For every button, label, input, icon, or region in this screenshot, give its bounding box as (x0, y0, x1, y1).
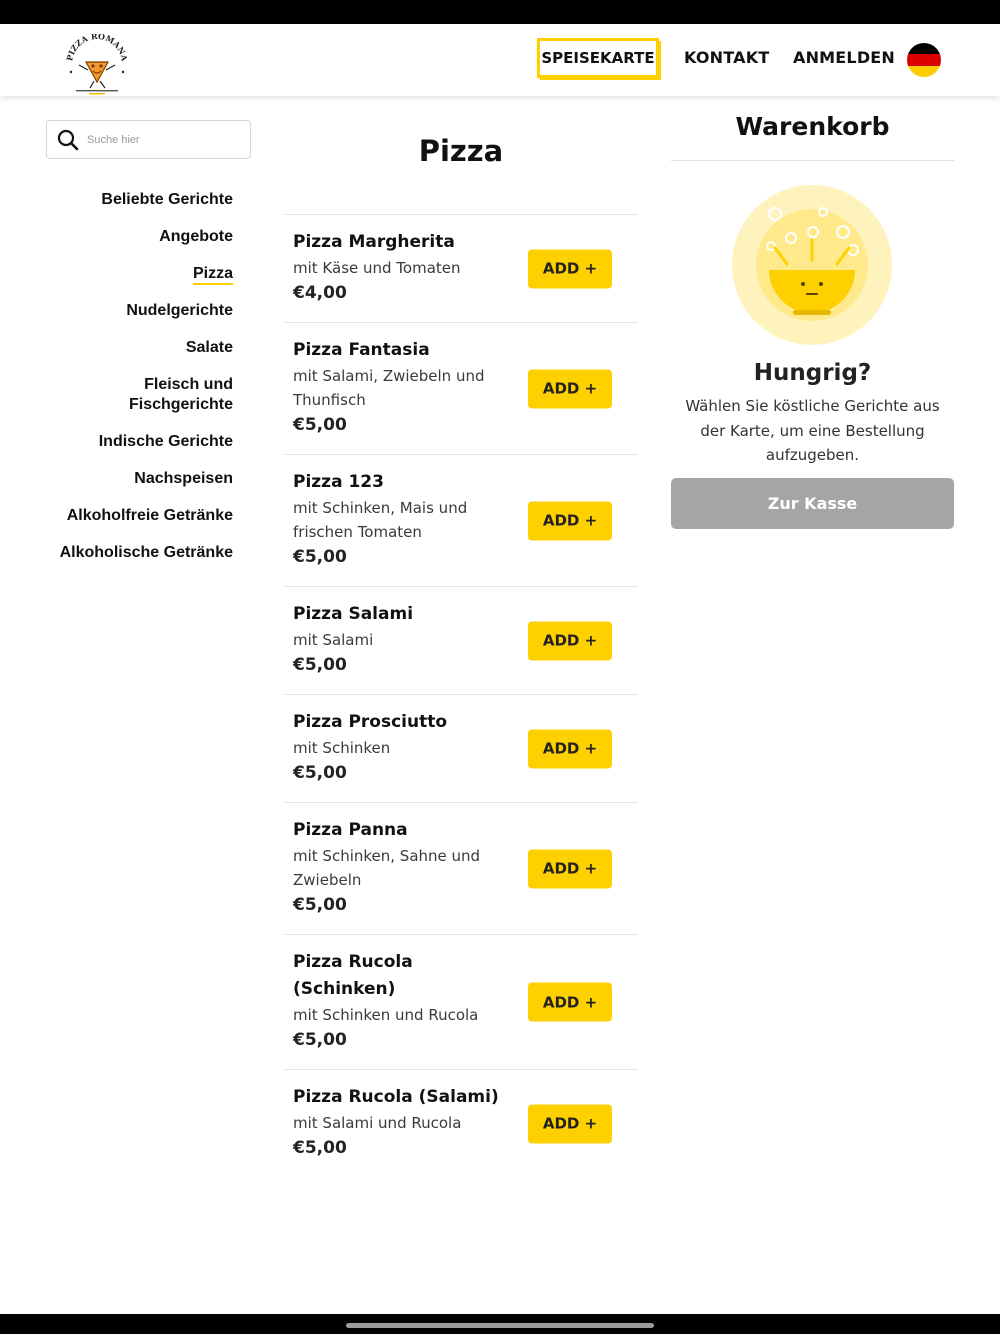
menu-item (284, 586, 638, 694)
category-label: Pizza (193, 265, 233, 285)
item-price: €5,00 (293, 415, 347, 435)
item-price: €5,00 (293, 655, 347, 675)
category-label: Nachspeisen (134, 470, 233, 487)
category-label: Nudelgerichte (126, 302, 233, 319)
category-alkoholfreie-getraenke[interactable] (40, 506, 233, 526)
add-to-cart-button[interactable]: ADD + (528, 729, 612, 768)
category-indische-gerichte[interactable] (40, 432, 233, 452)
item-description: mit Schinken und Rucola (293, 1006, 479, 1024)
cart-empty-text: Wählen Sie köstliche Gerichte aus der Karte, um eine Bestellung aufzugeben. (685, 397, 940, 464)
home-indicator[interactable] (346, 1323, 654, 1328)
search-icon (57, 129, 79, 151)
category-nav (40, 190, 233, 580)
search-box[interactable] (46, 120, 251, 159)
cart-title: Warenkorb (735, 112, 890, 141)
menu-list (284, 214, 638, 1177)
add-to-cart-button[interactable]: ADD + (528, 621, 612, 660)
item-description: mit Käse und Tomaten (293, 259, 461, 277)
pizza-romana-logo[interactable] (62, 34, 132, 96)
item-name: Pizza Prosciutto (293, 712, 448, 732)
add-to-cart-button[interactable]: ADD + (528, 1104, 612, 1143)
item-name: Pizza Fantasia (293, 340, 430, 360)
menu-item (284, 454, 638, 586)
category-label: Alkoholfreie Getränke (66, 507, 233, 524)
menu-item (284, 934, 638, 1069)
add-to-cart-button[interactable]: ADD + (528, 501, 612, 540)
section-title: Pizza (418, 134, 504, 168)
menu-item (284, 802, 638, 934)
germany-flag-icon[interactable] (907, 43, 941, 77)
item-price: €5,00 (293, 895, 347, 915)
category-alkoholische-getraenke[interactable] (40, 543, 233, 563)
category-label: Beliebte Gerichte (101, 191, 233, 208)
top-header (0, 24, 1000, 96)
bottom-bar (0, 1314, 1000, 1334)
item-description: mit Salami, Zwiebeln und Thunfisch (293, 367, 485, 409)
menu-item (284, 694, 638, 802)
item-name: Pizza Rucola (Schinken) (293, 952, 413, 999)
cart-empty-heading: Hungrig? (753, 360, 872, 386)
category-beliebte-gerichte[interactable] (40, 190, 233, 210)
category-nachspeisen[interactable] (40, 469, 233, 489)
category-label: Indische Gerichte (98, 433, 233, 450)
menu-item (284, 322, 638, 454)
item-name: Pizza Rucola (Salami) (293, 1087, 499, 1107)
nav-login-link[interactable]: ANMELDEN (793, 48, 896, 67)
item-name: Pizza 123 (293, 472, 384, 492)
category-angebote[interactable] (40, 227, 233, 247)
nav-menu-label: SPEISEKARTE (541, 49, 655, 67)
item-price: €5,00 (293, 763, 347, 783)
item-description: mit Schinken (293, 739, 391, 757)
category-salate[interactable] (40, 338, 233, 358)
svg-text:PIZZA ROMANA: PIZZA ROMANA (64, 34, 130, 62)
search-input[interactable] (87, 134, 237, 146)
category-label: Alkoholische Getränke (59, 544, 233, 561)
add-to-cart-button[interactable]: ADD + (528, 369, 612, 408)
category-nudelgerichte[interactable] (40, 301, 233, 321)
menu-item (284, 214, 638, 322)
category-pizza[interactable] (40, 264, 233, 284)
nav-menu-link[interactable] (537, 38, 659, 78)
item-name: Pizza Margherita (293, 232, 455, 252)
category-label: Fleisch und Fischgerichte (128, 376, 233, 413)
item-description: mit Schinken, Mais und frischen Tomaten (293, 499, 468, 541)
status-bar (0, 0, 1000, 24)
item-name: Pizza Salami (293, 604, 414, 624)
hungry-bowl-icon (731, 184, 893, 346)
category-fleisch-und-fischgerichte[interactable] (40, 375, 233, 415)
add-to-cart-button[interactable]: ADD + (528, 249, 612, 288)
item-price: €5,00 (293, 1030, 347, 1050)
menu-item (284, 1069, 638, 1177)
item-price: €5,00 (293, 547, 347, 567)
checkout-button[interactable]: Zur Kasse (671, 478, 954, 529)
item-description: mit Salami und Rucola (293, 1114, 462, 1132)
item-description: mit Salami (293, 631, 374, 649)
item-price: €4,00 (293, 283, 347, 303)
category-label: Salate (185, 339, 233, 356)
item-name: Pizza Panna (293, 820, 408, 840)
item-description: mit Schinken, Sahne und Zwiebeln (293, 847, 481, 889)
add-to-cart-button[interactable]: ADD + (528, 849, 612, 888)
category-label: Angebote (159, 228, 233, 245)
item-price: €5,00 (293, 1138, 347, 1158)
add-to-cart-button[interactable]: ADD + (528, 983, 612, 1022)
nav-contact-link[interactable]: KONTAKT (684, 48, 770, 67)
cart-divider (671, 160, 954, 161)
